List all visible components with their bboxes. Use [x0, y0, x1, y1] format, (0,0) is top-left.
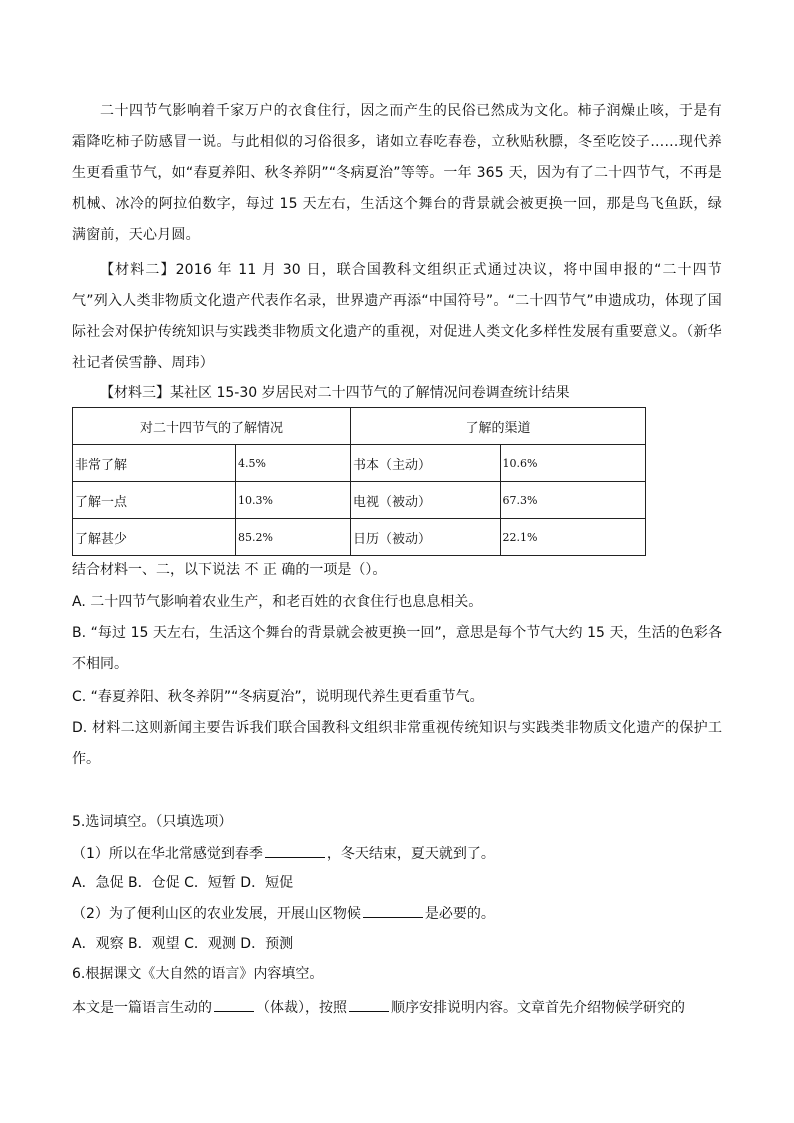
question5-sub2	[72, 903, 722, 924]
channel-cell: 日历（被动）	[351, 519, 501, 556]
channel-pct-cell: 10.6%	[500, 445, 646, 482]
level-cell: 了解一点	[73, 482, 236, 519]
answer-blank[interactable]	[265, 843, 325, 858]
answer-blank[interactable]	[349, 997, 389, 1012]
question5-sub1-options: A．急促 B．仓促 C．短暂 D．短促	[72, 875, 294, 891]
material3-title: 【材料三】某社区 15-30 岁居民对二十四节气的了解情况问卷调查统计结果	[100, 385, 570, 401]
question4-option-b: B. “每过 15 天左右，生活这个舞台的背景就会被更换一回”，意思是每个节气大约 15 天，生活的色彩各不相同。	[72, 625, 722, 672]
sub1-text-before: （1）所以在华北常感觉到春季	[72, 846, 263, 862]
table-row	[73, 519, 646, 556]
table-row	[73, 482, 646, 519]
question6-title: 6.根据课文《大自然的语言》内容填空。	[72, 966, 324, 982]
material1-paragraph: 二十四节气影响着千家万户的衣食住行，因之而产生的民俗已然成为文化。柿子润燥止咳，于是有霜降吃柿子防感冒一说。与此相似的习俗很多，诸如立春吃春卷，立秋贴秋膘，冬至吃饺子……现代养生更看重节气，如“春夏养阳、秋冬养阴”“冬病夏治”等等。一年 365 天，因为有了二十四节气，不再是机械、冰冷的阿拉伯数字，每过 15 天左右，生活这个舞台的背景就会被更换一回，那是鸟飞鱼跃，绿满窗前，天心月圆。	[72, 103, 722, 243]
level-pct-cell: 10.3%	[236, 482, 351, 519]
level-pct-cell: 85.2%	[236, 519, 351, 556]
sub1-text-after: ，冬天结束，夏天就到了。	[326, 846, 495, 862]
level-cell: 了解甚少	[73, 519, 236, 556]
sub2-text-after: 是必要的。	[424, 906, 495, 922]
survey-table	[72, 407, 646, 556]
channel-pct-cell: 22.1%	[500, 519, 646, 556]
question4-stem: 结合材料一、二，以下说法 不 正 确的一项是（）。	[72, 562, 387, 578]
channel-pct-cell: 67.3%	[500, 482, 646, 519]
answer-blank[interactable]	[214, 997, 254, 1012]
q6-text-2: （体裁），按照	[256, 1000, 347, 1016]
channel-cell: 电视（被动）	[351, 482, 501, 519]
question5-title: 5.选词填空。（只填选项）	[72, 814, 233, 830]
header-understanding: 对二十四节气的了解情况	[73, 408, 351, 445]
q6-text-1: 本文是一篇语言生动的	[72, 1000, 212, 1016]
table-header-row	[73, 408, 646, 445]
channel-cell: 书本（主动）	[351, 445, 501, 482]
question4-option-a: A. 二十四节气影响着农业生产，和老百姓的衣食住行也息息相关。	[72, 594, 483, 610]
material2-paragraph: 【材料二】2016 年 11 月 30 日，联合国教科文组织正式通过决议，将中国申报的“二十四节气”列入人类非物质文化遗产代表作名录，世界遗产再添“中国符号”。“二十四节气”申遗成功，体现了国际社会对保护传统知识与实践类非物质文化遗产的重视，对促进人类文化多样性发展有重要意义。（新华社记者侯雪静、周玮）	[72, 262, 722, 371]
answer-blank[interactable]	[363, 903, 423, 918]
header-channel: 了解的渠道	[351, 408, 646, 445]
question5-sub2-options: A．观察 B．观望 C．观测 D．预测	[72, 936, 294, 952]
sub2-text-before: （2）为了便利山区的农业发展，开展山区物候	[72, 906, 361, 922]
question5-sub1	[72, 843, 722, 864]
q6-text-3: 顺序安排说明内容。文章首先介绍物候学研究的	[391, 1000, 685, 1016]
table-row	[73, 445, 646, 482]
level-cell: 非常了解	[73, 445, 236, 482]
level-pct-cell: 4.5%	[236, 445, 351, 482]
question6-text	[72, 997, 722, 1018]
question4-option-c: C. “春夏养阳、秋冬养阴”“冬病夏治”，说明现代养生更看重节气。	[72, 689, 484, 705]
question4-option-d: D. 材料二这则新闻主要告诉我们联合国教科文组织非常重视传统知识与实践类非物质文化遗产的保护工作。	[72, 720, 722, 767]
